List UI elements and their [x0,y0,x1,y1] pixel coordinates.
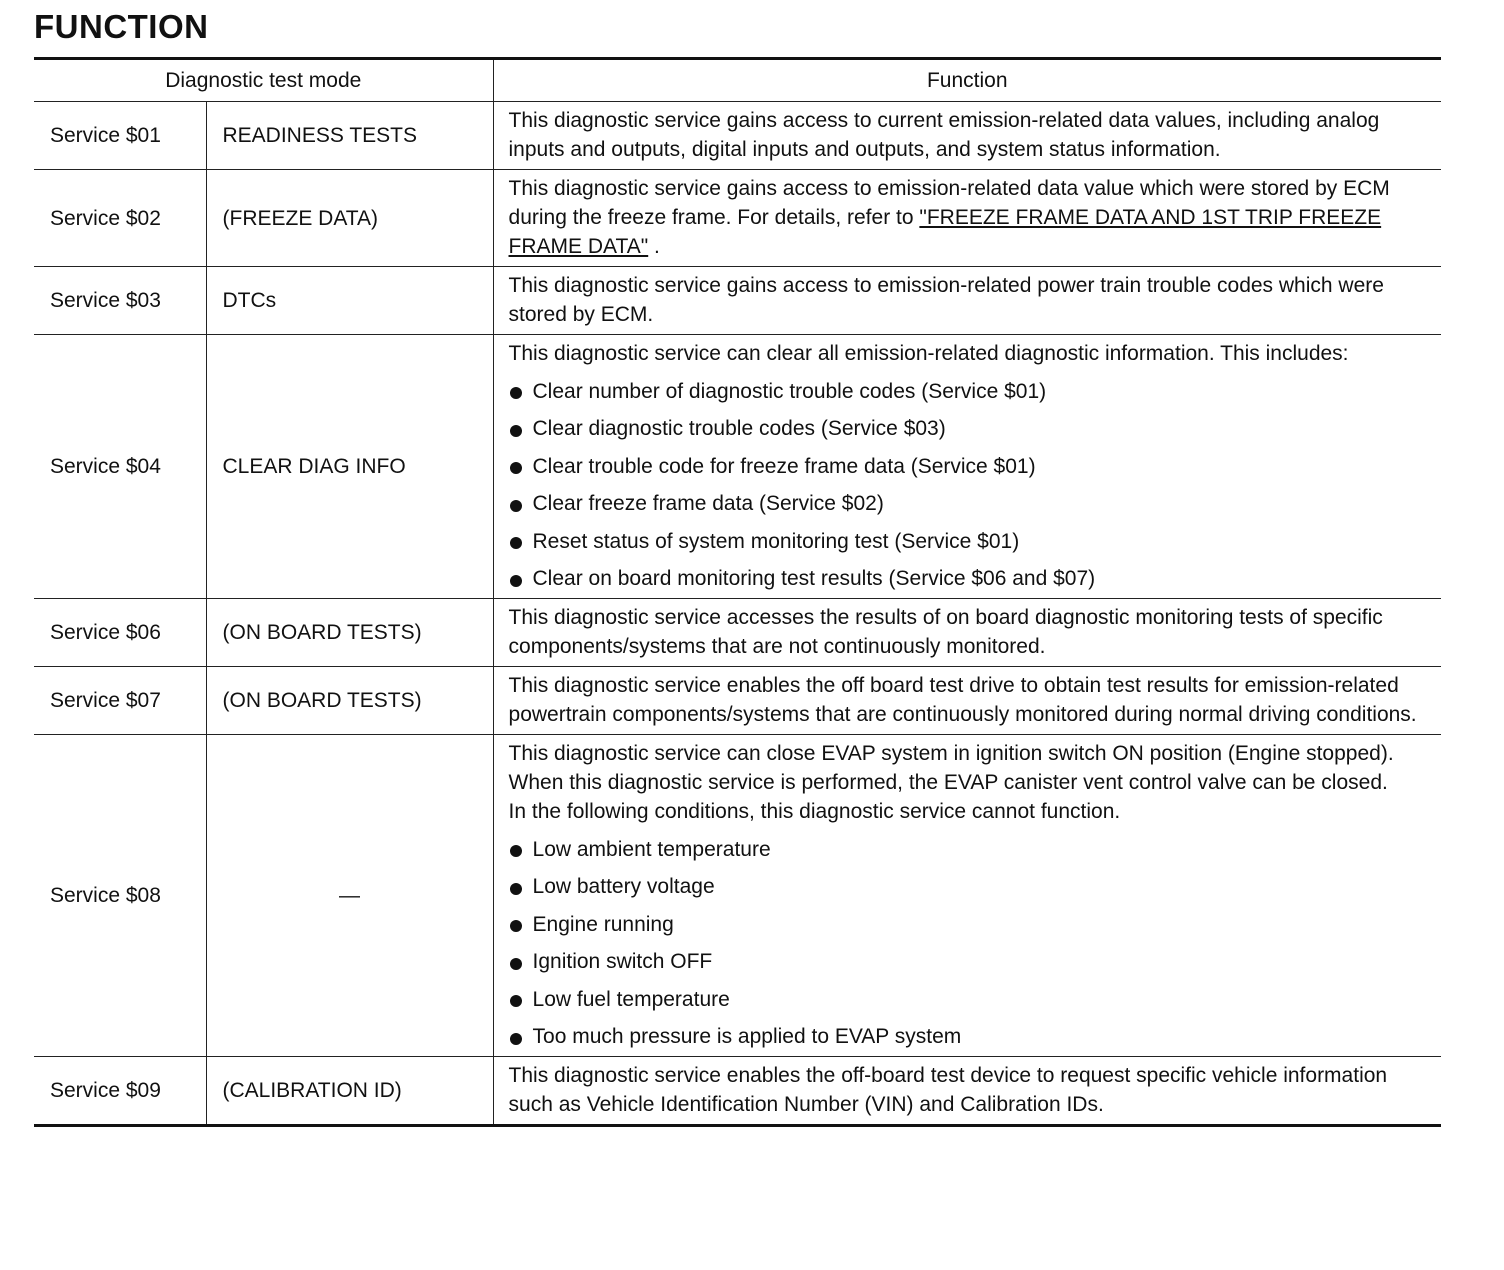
table-row [34,1057,1441,1126]
function-description [493,735,1441,1057]
list-item: Clear number of diagnostic trouble codes (Service $01) [509,377,1432,406]
function-text: This diagnostic service can close EVAP system in ignition switch ON position (Engine stopped). When this diagnostic service is performed, the EVAP canister vent control valve can be closed. [508,742,1394,794]
function-text-post: . [648,235,660,258]
test-mode: (ON BOARD TESTS) [206,667,493,735]
list-item: Clear trouble code for freeze frame data (Service $01) [509,452,1432,481]
table-row [34,735,1441,1057]
list-item: Clear on board monitoring test results (Service $06 and $07) [509,564,1432,593]
list-item: Low fuel temperature [509,985,1432,1014]
list-item: Clear diagnostic trouble codes (Service $03) [509,414,1432,443]
function-description [493,335,1441,599]
page-title: FUNCTION [34,8,209,45]
service-id: Service $03 [34,267,206,335]
service-id: Service $01 [34,102,206,170]
table-row [34,102,1441,170]
test-mode: (ON BOARD TESTS) [206,599,493,667]
function-description [493,1057,1441,1126]
list-item: Clear freeze frame data (Service $02) [509,489,1432,518]
function-text: This diagnostic service accesses the results of on board diagnostic monitoring tests of specific components/systems that are not continuously monitored. [508,606,1383,658]
function-description [493,667,1441,735]
table-row [34,267,1441,335]
test-mode: CLEAR DIAG INFO [206,335,493,599]
function-text-conditions: In the following conditions, this diagnostic service cannot function. [508,800,1121,823]
list-item: Low battery voltage [509,872,1432,901]
service-id: Service $06 [34,599,206,667]
function-text-pre: This diagnostic service gains access to emission-related data value which were stored by ECM during the freeze frame. For details, refer to [508,177,1390,229]
list-item: Reset status of system monitoring test (Service $01) [509,527,1432,556]
header-diagnostic-test-mode: Diagnostic test mode [34,59,493,102]
function-text: This diagnostic service gains access to emission-related power train trouble codes which were stored by ECM. [508,274,1384,326]
function-text: This diagnostic service enables the off-board test device to request specific vehicle information such as Vehicle Identification Number (VIN) and Calibration IDs. [508,1064,1388,1116]
service-id: Service $09 [34,1057,206,1126]
diagnostic-modes-table [34,57,1441,1127]
service-id: Service $02 [34,170,206,267]
test-mode: (FREEZE DATA) [206,170,493,267]
list-item: Ignition switch OFF [509,947,1432,976]
bullet-list [509,835,1432,1052]
function-description [493,102,1441,170]
function-description [493,170,1441,267]
table-row [34,170,1441,267]
test-mode: READINESS TESTS [206,102,493,170]
service-id: Service $08 [34,735,206,1057]
list-item: Low ambient temperature [509,835,1432,864]
freeze-frame-data-link[interactable]: "FREEZE FRAME DATA AND 1ST TRIP FREEZE FRAME DATA" [508,206,1382,258]
table-row [34,335,1441,599]
test-mode: DTCs [206,267,493,335]
header-function: Function [493,59,1441,102]
function-text: This diagnostic service can clear all emission-related diagnostic information. This includes: [508,342,1349,365]
bullet-list [509,377,1432,594]
function-description [493,267,1441,335]
table-row [34,599,1441,667]
service-id: Service $07 [34,667,206,735]
function-text: This diagnostic service gains access to current emission-related data values, including analog inputs and outputs, digital inputs and outputs, and system status information. [508,109,1380,161]
function-text: This diagnostic service enables the off board test drive to obtain test results for emission-related powertrain components/systems that are continuously monitored during normal driving conditions. [508,674,1417,726]
function-text [509,174,1432,261]
test-mode: — [206,735,493,1057]
service-id: Service $04 [34,335,206,599]
table-header-row [34,59,1441,102]
test-mode: (CALIBRATION ID) [206,1057,493,1126]
list-item: Engine running [509,910,1432,939]
function-description [493,599,1441,667]
list-item: Too much pressure is applied to EVAP system [509,1022,1432,1051]
table-row [34,667,1441,735]
